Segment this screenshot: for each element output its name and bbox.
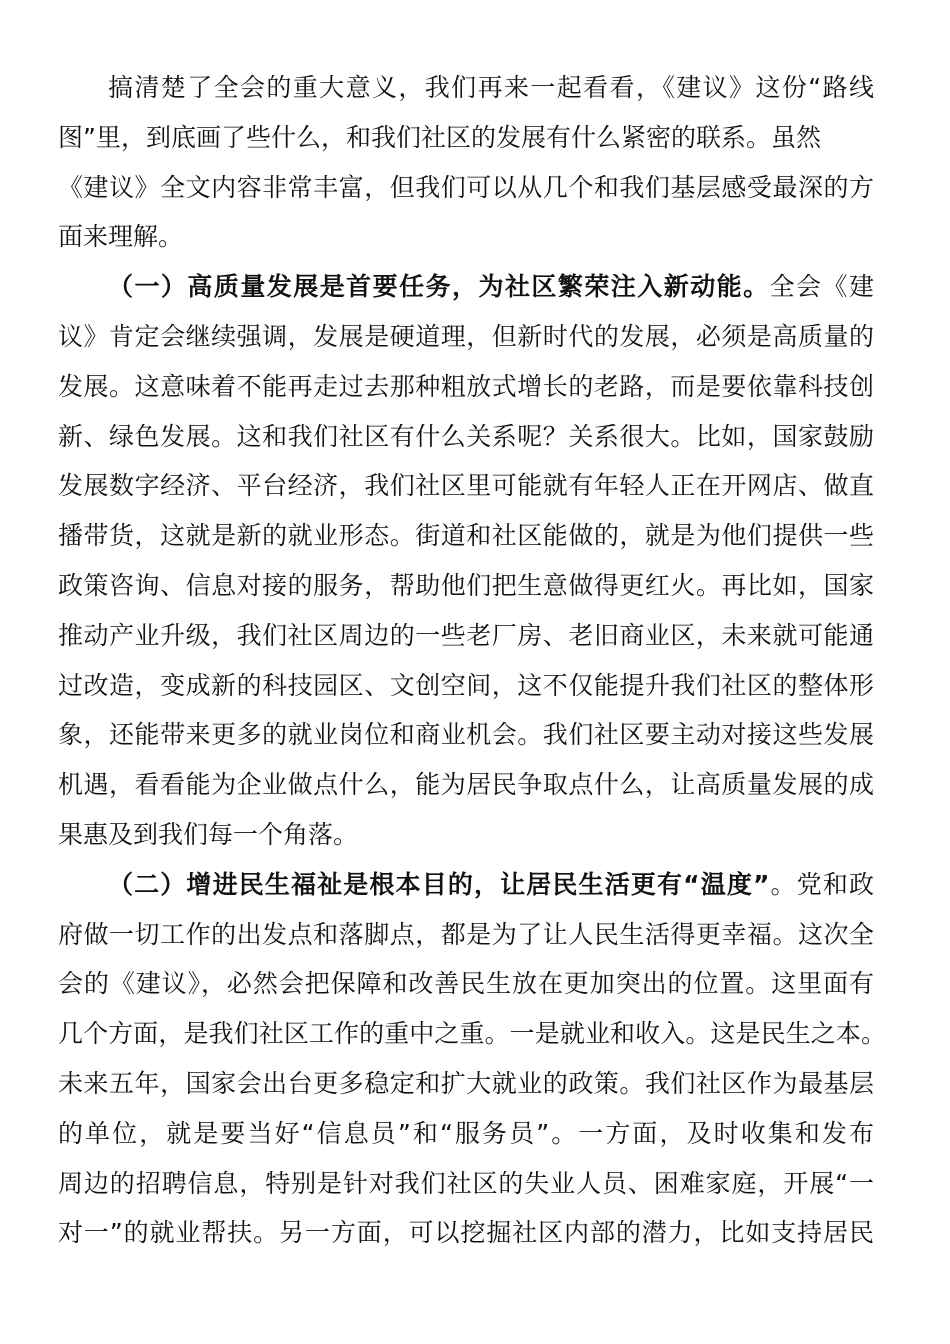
- document-page: [58, 63, 886, 1258]
- text-line: 政策咨询、信息对接的服务，帮助他们把生意做得更红火。再比如，国家: [58, 570, 874, 600]
- text-line: 周边的招聘信息，特别是针对我们社区的失业人员、困难家庭，开展“一: [58, 1168, 874, 1198]
- text-line: 对一”的就业帮扶。另一方面，可以挖掘社区内部的潜力，比如支持居民: [58, 1218, 874, 1248]
- text-line: 过改造，变成新的科技园区、文创空间，这不仅能提升我们社区的整体形: [58, 670, 874, 700]
- text-line: 发展。这意味着不能再走过去那种粗放式增长的老路，而是要依靠科技创: [58, 371, 874, 401]
- text-line: 图”里，到底画了些什么，和我们社区的发展有什么紧密的联系。虽然: [58, 122, 821, 152]
- text-line: 搞清楚了全会的重大意义，我们再来一起看看，《建议》这份“路线: [108, 73, 874, 102]
- text-line: 议》肯定会继续强调，发展是硬道理，但新时代的发展，必须是高质量的: [58, 321, 874, 351]
- text-line: 未来五年，国家会出台更多稳定和扩大就业的政策。我们社区作为最基层: [58, 1068, 874, 1098]
- text-line: 机遇，看看能为企业做点什么，能为居民争取点什么，让高质量发展的成: [58, 770, 874, 800]
- paragraph-section-1: [58, 262, 874, 860]
- text-line: [58, 262, 874, 312]
- text-run: 全会《建: [769, 272, 874, 302]
- text-run: 。党和政: [769, 869, 874, 899]
- text-line: 会的《建议》，必然会把保障和改善民生放在更加突出的位置。这里面有: [58, 969, 874, 999]
- section-heading: （二）增进民生福祉是根本目的，让居民生活更有“温度”: [108, 869, 770, 899]
- text-line: [58, 860, 874, 910]
- text-line: 播带货，这就是新的就业形态。街道和社区能做的，就是为他们提供一些: [58, 521, 874, 551]
- text-line: 《建议》全文内容非常丰富，但我们可以从几个和我们基层感受最深的方: [58, 172, 874, 202]
- text-line: 推动产业升级，我们社区周边的一些老厂房、老旧商业区，未来就可能通: [58, 620, 874, 650]
- paragraph-section-2: [58, 860, 886, 1258]
- text-line: 的单位，就是要当好“信息员”和“服务员”。一方面，及时收集和发布: [58, 1118, 874, 1148]
- paragraph-intro: [58, 63, 874, 262]
- text-line: 发展数字经济、平台经济，我们社区里可能就有年轻人正在开网店、做直: [58, 471, 874, 501]
- section-heading: （一）高质量发展是首要任务，为社区繁荣注入新动能。: [108, 272, 770, 302]
- text-line: 象，还能带来更多的就业岗位和商业机会。我们社区要主动对接这些发展: [58, 720, 874, 750]
- text-line: 面来理解。: [58, 222, 184, 252]
- text-line: 几个方面，是我们社区工作的重中之重。一是就业和收入。这是民生之本。: [58, 1019, 886, 1049]
- text-line: 新、绿色发展。这和我们社区有什么关系呢？关系很大。比如，国家鼓励: [58, 421, 874, 451]
- text-line: 果惠及到我们每一个角落。: [58, 819, 359, 849]
- text-line: 府做一切工作的出发点和落脚点，都是为了让人民生活得更幸福。这次全: [58, 919, 874, 949]
